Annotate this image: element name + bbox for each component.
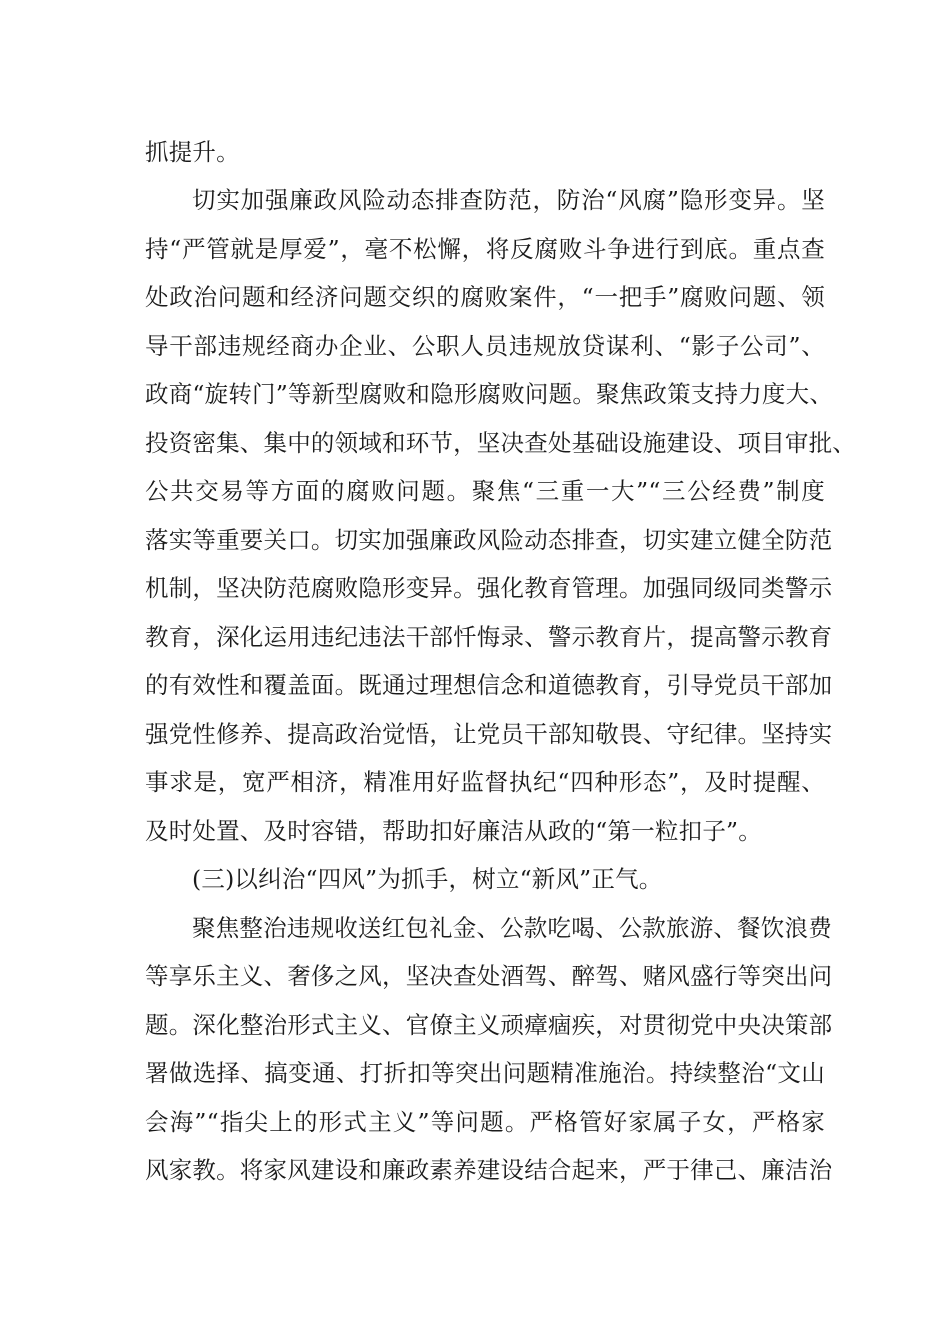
text-line-21: 会海”“指尖上的形式主义”等问题。严格管好家属子女，严格家 [145, 1108, 825, 1136]
text-line-17: 聚焦整治违规收送红包礼金、公款吃喝、公款旅游、餐饮浪费 [192, 914, 832, 942]
section-heading: (三)以纠治“四风”为抓手，树立“新风”正气。 [192, 865, 663, 893]
text-line-7: 投资密集、集中的领域和环节，坚决查处基础设施建设、项目审批、 [145, 429, 856, 457]
text-line-3: 持“严管就是厚爱”，毫不松懈，将反腐败斗争进行到底。重点查 [145, 235, 825, 263]
text-line-13: 强党性修养、提高政治觉悟，让党员干部知敬畏、守纪律。坚持实 [145, 720, 833, 748]
text-line-12: 的有效性和覆盖面。既通过理想信念和道德教育，引导党员干部加 [145, 671, 833, 699]
text-line-14: 事求是，宽严相济，精准用好监督执纪“四种形态”，及时提醒、 [145, 768, 825, 796]
text-line-19: 题。深化整治形式主义、官僚主义顽瘴痼疾，对贯彻党中央决策部 [145, 1011, 833, 1039]
text-line-5: 导干部违规经商办企业、公职人员违规放贷谋利、“影子公司”、 [145, 332, 825, 360]
text-line-1: 抓提升。 [145, 138, 240, 166]
text-line-20: 署做选择、搞变通、打折扣等突出问题精准施治。持续整治“文山 [145, 1059, 825, 1087]
text-line-2: 切实加强廉政风险动态排查防范，防治“风腐”隐形变异。坚 [192, 186, 825, 214]
text-line-8: 公共交易等方面的腐败问题。聚焦“三重一大”“三公经费”制度 [145, 477, 825, 505]
text-line-9: 落实等重要关口。切实加强廉政风险动态排查，切实建立健全防范 [145, 526, 833, 554]
text-line-11: 教育，深化运用违纪违法干部忏悔录、警示教育片，提高警示教育 [145, 623, 833, 651]
text-line-4: 处政治问题和经济问题交织的腐败案件，“一把手”腐败问题、领 [145, 283, 825, 311]
text-line-10: 机制，坚决防范腐败隐形变异。强化教育管理。加强同级同类警示 [145, 574, 833, 602]
text-line-6: 政商“旋转门”等新型腐败和隐形腐败问题。聚焦政策支持力度大、 [145, 380, 834, 408]
text-line-22: 风家教。将家风建设和廉政素养建设结合起来，严于律己、廉洁治 [145, 1156, 833, 1184]
text-line-15: 及时处置、及时容错，帮助扣好廉洁从政的“第一粒扣子”。 [145, 817, 762, 845]
text-line-18: 等享乐主义、奢侈之风，坚决查处酒驾、醉驾、赌风盛行等突出问 [145, 962, 833, 990]
